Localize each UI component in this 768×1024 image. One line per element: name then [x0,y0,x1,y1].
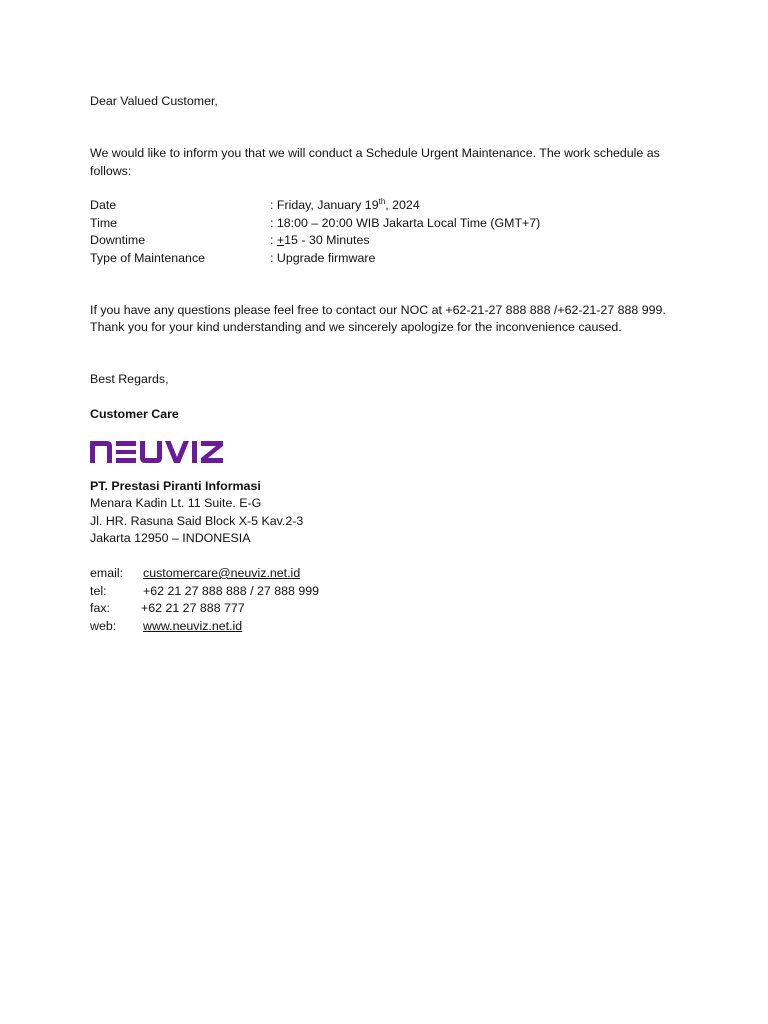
web-row [90,618,690,636]
time-value: : 18:00 – 20:00 WIB Jakarta Local Time (GMT+7) [270,215,541,230]
fax-value: +62 21 27 888 777 [141,601,245,615]
greeting: Dear Valued Customer, [90,94,218,108]
company-address-3: Jakarta 12950 – INDONESIA [90,531,251,545]
company-name: PT. Prestasi Piranti Informasi [90,478,261,493]
neuviz-logo [90,438,690,464]
tel-value: +62 21 27 888 888 / 27 888 999 [143,583,320,598]
tel-row [90,583,690,601]
intro-line-1: We would like to inform you that we will conduct a Schedule Urgent Maintenance. The work schedule as [90,146,660,160]
fax-label: fax: [90,601,110,615]
email-label: email: [90,566,124,580]
signature: Customer Care [90,407,179,421]
time-label: Time [90,215,118,230]
web-link[interactable]: www.neuviz.net.id [143,618,243,633]
neuviz-logo-icon [90,438,235,464]
tel-label: tel: [90,583,107,598]
type-label: Type of Maintenance [90,250,206,265]
downtime-label: Downtime [90,233,146,247]
type-value: : Upgrade firmware [270,250,376,265]
fax-row [90,600,690,618]
web-label: web: [90,618,117,633]
company-address-1: Menara Kadin Lt. 11 Suite. E-G [90,496,262,510]
contact-block [90,565,690,635]
schedule-row-time [90,215,690,233]
email-link[interactable]: customercare@neuviz.net.id [143,566,301,580]
schedule-row-type [90,250,690,268]
downtime-value: : +15 - 30 Minutes [270,233,370,247]
company-address-2: Jl. HR. Rasuna Said Block X-5 Kav.2-3 [90,513,304,528]
date-value: : Friday, January 19th, 2024 [270,196,420,212]
schedule-row-downtime [90,232,690,250]
contact-line-2: Thank you for your kind understanding and we sincerely apologize for the inconvenience caused. [90,320,622,334]
intro-line-2: follows: [90,163,132,178]
contact-line-1: If you have any questions please feel free to contact our NOC at +62-21-27 888 888 /+62-21-27 888 999. [90,302,666,317]
email-row [90,565,690,583]
schedule-row-date [90,197,690,215]
letter-body [90,93,690,635]
closing: Best Regards, [90,372,169,386]
schedule-table [90,197,690,267]
date-label: Date [90,198,117,212]
